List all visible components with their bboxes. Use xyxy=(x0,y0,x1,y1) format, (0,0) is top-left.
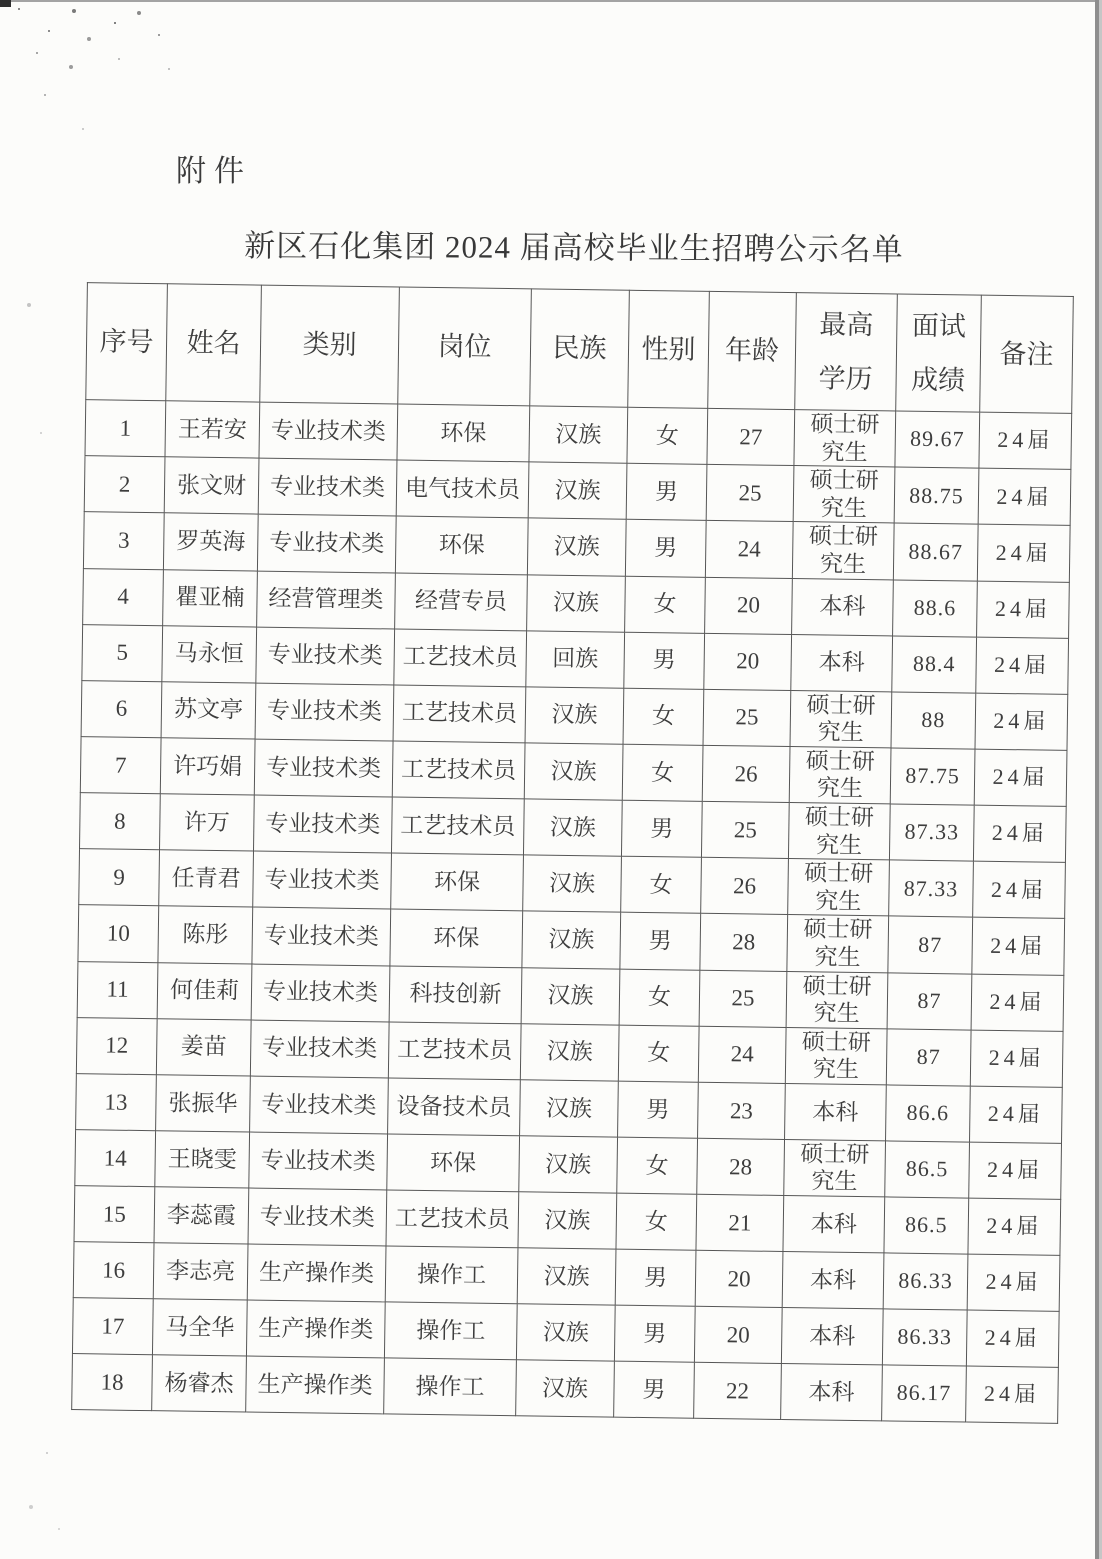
table-cell: 专业技术类 xyxy=(250,1020,389,1078)
table-cell: 24届 xyxy=(976,637,1069,694)
table-cell: 89.67 xyxy=(895,411,980,468)
table-cell: 28 xyxy=(700,914,788,971)
table-cell: 24届 xyxy=(966,1366,1059,1423)
scan-noise-speckles xyxy=(18,8,20,10)
table-cell: 回族 xyxy=(526,630,625,687)
table-cell: 汉族 xyxy=(524,743,623,801)
table-cell: 杨睿杰 xyxy=(152,1355,247,1412)
table-cell: 24届 xyxy=(968,1198,1061,1255)
table-cell: 科技创新 xyxy=(389,965,522,1023)
table-cell: 专业技术类 xyxy=(250,1076,389,1134)
table-cell: 陈彤 xyxy=(158,906,253,963)
table-cell: 工艺技术员 xyxy=(388,1022,521,1080)
table-cell: 女 xyxy=(623,688,704,745)
table-cell: 25 xyxy=(701,801,789,858)
table-cell: 87.33 xyxy=(889,860,974,917)
column-header: 类别 xyxy=(260,285,400,404)
table-cell: 18 xyxy=(72,1354,153,1411)
table-cell: 硕士研 究生 xyxy=(784,1139,886,1197)
table-cell: 专业技术类 xyxy=(255,683,394,741)
table-cell: 7 xyxy=(80,736,161,793)
table-cell: 男 xyxy=(624,632,705,689)
table-cell: 本科 xyxy=(781,1364,883,1421)
table-cell: 张振华 xyxy=(156,1075,251,1132)
table-cell: 11 xyxy=(77,961,158,1018)
table-cell: 17 xyxy=(72,1298,153,1355)
table-cell: 25 xyxy=(699,970,787,1027)
table-cell: 操作工 xyxy=(384,1358,517,1416)
table-cell: 本科 xyxy=(791,634,893,691)
table-cell: 硕士研 究生 xyxy=(785,1027,887,1085)
table-cell: 男 xyxy=(625,520,706,577)
column-header: 序号 xyxy=(86,283,168,401)
table-cell: 经营管理类 xyxy=(257,571,396,629)
table-cell: 86.5 xyxy=(884,1197,969,1254)
table-cell: 生产操作类 xyxy=(246,1300,385,1358)
table-cell: 专业技术类 xyxy=(248,1188,387,1246)
column-header: 最高 学历 xyxy=(795,293,898,411)
table-cell: 2 xyxy=(84,456,165,513)
table-cell: 86.33 xyxy=(883,1253,968,1310)
table-cell: 工艺技术员 xyxy=(392,741,525,799)
table-cell: 男 xyxy=(615,1249,696,1306)
table-cell: 24 xyxy=(705,521,793,578)
table-cell: 专业技术类 xyxy=(253,851,392,909)
table-cell: 瞿亚楠 xyxy=(163,569,258,626)
table-cell: 25 xyxy=(706,465,794,522)
table-cell: 男 xyxy=(614,1361,695,1418)
table-cell: 汉族 xyxy=(520,1080,619,1137)
table-cell: 专业技术类 xyxy=(252,907,391,965)
table-cell: 88.67 xyxy=(893,523,978,580)
table-cell: 生产操作类 xyxy=(247,1244,386,1302)
scan-corner-artifact xyxy=(0,0,11,7)
table-cell: 20 xyxy=(705,577,793,634)
table-cell: 设备技术员 xyxy=(388,1078,521,1136)
table-cell: 经营专员 xyxy=(395,573,528,631)
table-cell: 24届 xyxy=(973,805,1066,862)
table-cell: 硕士研 究生 xyxy=(793,466,895,524)
table-cell: 86.6 xyxy=(886,1085,971,1142)
table-cell: 12 xyxy=(76,1017,157,1074)
table-cell: 姜苗 xyxy=(156,1018,251,1075)
table-cell: 任青君 xyxy=(159,850,254,907)
table-cell: 硕士研 究生 xyxy=(788,802,890,860)
table-cell: 汉族 xyxy=(528,462,627,520)
table-cell: 21 xyxy=(696,1194,784,1251)
table-cell: 女 xyxy=(627,407,708,464)
table-cell: 生产操作类 xyxy=(246,1356,385,1414)
table-cell: 女 xyxy=(625,576,706,633)
table-cell: 硕士研 究生 xyxy=(794,410,896,468)
table-cell: 23 xyxy=(698,1082,786,1139)
table-cell: 女 xyxy=(617,1137,698,1194)
table-cell: 汉族 xyxy=(521,967,620,1025)
table-cell: 86.33 xyxy=(882,1309,967,1366)
table-cell: 环保 xyxy=(390,909,523,967)
table-cell: 汉族 xyxy=(516,1304,615,1361)
table-cell: 张文财 xyxy=(164,457,259,514)
table-cell: 专业技术类 xyxy=(249,1132,388,1190)
table-cell: 工艺技术员 xyxy=(393,685,526,743)
table-cell: 硕士研 究生 xyxy=(786,971,888,1029)
table-cell: 20 xyxy=(694,1306,782,1363)
table-cell: 24届 xyxy=(967,1254,1060,1311)
table-cell: 李志亮 xyxy=(153,1243,248,1300)
table-cell: 专业技术类 xyxy=(259,402,398,460)
table-cell: 24届 xyxy=(975,693,1068,750)
table-cell: 汉族 xyxy=(525,686,624,744)
table-cell: 24届 xyxy=(977,525,1070,582)
table-cell: 操作工 xyxy=(384,1302,517,1360)
column-header: 面试 成绩 xyxy=(896,294,982,412)
table-cell: 汉族 xyxy=(529,406,628,464)
table-cell: 24届 xyxy=(970,1030,1063,1087)
table-cell: 硕士研 究生 xyxy=(789,746,891,804)
table-cell: 9 xyxy=(79,849,160,906)
table-cell: 87 xyxy=(888,916,973,973)
table-cell: 24届 xyxy=(970,1086,1063,1143)
table-cell: 男 xyxy=(618,1081,699,1138)
table-cell: 24届 xyxy=(972,917,1065,974)
table-cell: 汉族 xyxy=(523,799,622,857)
column-header: 岗位 xyxy=(398,287,532,406)
table-cell: 88.4 xyxy=(892,636,977,693)
table-cell: 24届 xyxy=(974,749,1067,806)
table-cell: 工艺技术员 xyxy=(394,629,527,687)
table-cell: 24届 xyxy=(966,1310,1059,1367)
table-cell: 女 xyxy=(619,969,700,1026)
table-cell: 男 xyxy=(621,800,702,857)
table-cell: 24届 xyxy=(973,861,1066,918)
table-cell: 86.5 xyxy=(885,1141,970,1198)
table-cell: 许万 xyxy=(160,794,255,851)
table-cell: 马全华 xyxy=(152,1299,247,1356)
table-cell: 本科 xyxy=(782,1252,884,1309)
table-cell: 硕士研 究生 xyxy=(788,859,890,917)
table-cell: 26 xyxy=(702,745,790,802)
document-title: 新区石化集团 2024 届高校毕业生招聘公示名单 xyxy=(244,228,904,268)
table-cell: 6 xyxy=(81,680,162,737)
table-cell: 24 xyxy=(698,1026,786,1083)
table-cell: 14 xyxy=(75,1129,156,1186)
table-cell: 87 xyxy=(887,972,972,1029)
table-cell: 本科 xyxy=(781,1308,883,1365)
table-cell: 苏文亭 xyxy=(161,681,256,738)
table-cell: 男 xyxy=(626,463,707,520)
table-cell: 16 xyxy=(73,1242,154,1299)
table-cell: 28 xyxy=(697,1138,785,1195)
table-cell: 13 xyxy=(76,1073,157,1130)
table-cell: 硕士研 究生 xyxy=(790,690,892,748)
column-header: 性别 xyxy=(628,290,710,408)
table-cell: 86.17 xyxy=(882,1365,967,1422)
table-cell: 环保 xyxy=(387,1134,520,1192)
table-cell: 王若安 xyxy=(165,401,260,458)
table-cell: 22 xyxy=(694,1362,782,1419)
table-cell: 本科 xyxy=(785,1083,887,1140)
table-cell: 20 xyxy=(704,633,792,690)
table-cell: 硕士研 究生 xyxy=(787,915,889,973)
table-cell: 女 xyxy=(618,1025,699,1082)
table-cell: 专业技术类 xyxy=(251,964,390,1022)
attachment-label: 附件 xyxy=(176,155,252,188)
table-cell: 专业技术类 xyxy=(257,514,396,572)
table-cell: 硕士研 究生 xyxy=(792,522,894,580)
table-cell: 87.75 xyxy=(890,748,975,805)
table-cell: 本科 xyxy=(792,578,894,635)
table-cell: 环保 xyxy=(397,404,530,462)
table-cell: 1 xyxy=(85,400,166,457)
table-cell: 汉族 xyxy=(518,1192,617,1249)
table-cell: 男 xyxy=(620,912,701,969)
table-cell: 何佳莉 xyxy=(157,962,252,1019)
table-cell: 环保 xyxy=(391,853,524,911)
table-header-row xyxy=(86,283,1074,414)
table-cell: 15 xyxy=(74,1186,155,1243)
table-cell: 汉族 xyxy=(519,1136,618,1194)
table-cell: 许巧娟 xyxy=(160,737,255,794)
table-cell: 8 xyxy=(80,793,161,850)
column-header: 姓名 xyxy=(166,284,262,402)
table-cell: 汉族 xyxy=(520,1023,619,1081)
table-cell: 20 xyxy=(695,1250,783,1307)
table-cell: 26 xyxy=(701,857,789,914)
table-cell: 电气技术员 xyxy=(396,460,529,518)
table-cell: 专业技术类 xyxy=(256,627,395,685)
table-cell: 24届 xyxy=(979,412,1072,469)
table-cell: 4 xyxy=(83,568,164,625)
table-cell: 本科 xyxy=(783,1196,885,1253)
table-cell: 汉族 xyxy=(527,518,626,576)
table-cell: 27 xyxy=(707,408,795,465)
table-cell: 汉族 xyxy=(527,574,626,631)
table-cell: 88 xyxy=(891,692,976,749)
scan-edge-top xyxy=(0,0,1102,2)
column-header: 备注 xyxy=(980,295,1074,413)
table-cell: 汉族 xyxy=(516,1360,615,1417)
table-cell: 88.6 xyxy=(893,580,978,637)
table-cell: 汉族 xyxy=(523,855,622,913)
table-cell: 环保 xyxy=(395,516,528,574)
table-cell: 操作工 xyxy=(385,1246,518,1304)
table-cell: 88.75 xyxy=(894,467,979,524)
table-cell: 25 xyxy=(703,689,791,746)
table-cell: 3 xyxy=(83,512,164,569)
table-cell: 10 xyxy=(78,905,159,962)
table-cell: 李蕊霞 xyxy=(154,1187,249,1244)
table-cell: 24届 xyxy=(971,974,1064,1031)
table-cell: 专业技术类 xyxy=(254,739,393,797)
recruitment-roster-table xyxy=(71,282,1074,1424)
table-cell: 罗英海 xyxy=(163,513,258,570)
table-cell: 专业技术类 xyxy=(258,458,397,516)
table-cell: 工艺技术员 xyxy=(386,1190,519,1248)
table-cell: 24届 xyxy=(977,581,1070,638)
table-cell: 汉族 xyxy=(522,911,621,969)
table-cell: 24届 xyxy=(978,468,1071,525)
table-cell: 24届 xyxy=(969,1142,1062,1199)
table-cell: 专业技术类 xyxy=(253,795,392,853)
table-cell: 5 xyxy=(82,624,163,681)
table-cell: 女 xyxy=(616,1193,697,1250)
table-cell: 女 xyxy=(622,744,703,801)
column-header: 民族 xyxy=(530,289,630,407)
table-cell: 男 xyxy=(614,1305,695,1362)
table-cell: 工艺技术员 xyxy=(391,797,524,855)
table-cell: 87.33 xyxy=(889,804,974,861)
table-cell: 女 xyxy=(621,856,702,913)
table-cell: 王晓雯 xyxy=(155,1131,250,1188)
table-cell: 87 xyxy=(886,1029,971,1086)
table-cell: 汉族 xyxy=(517,1248,616,1305)
column-header: 年龄 xyxy=(708,291,797,409)
table-cell: 马永恒 xyxy=(162,625,257,682)
